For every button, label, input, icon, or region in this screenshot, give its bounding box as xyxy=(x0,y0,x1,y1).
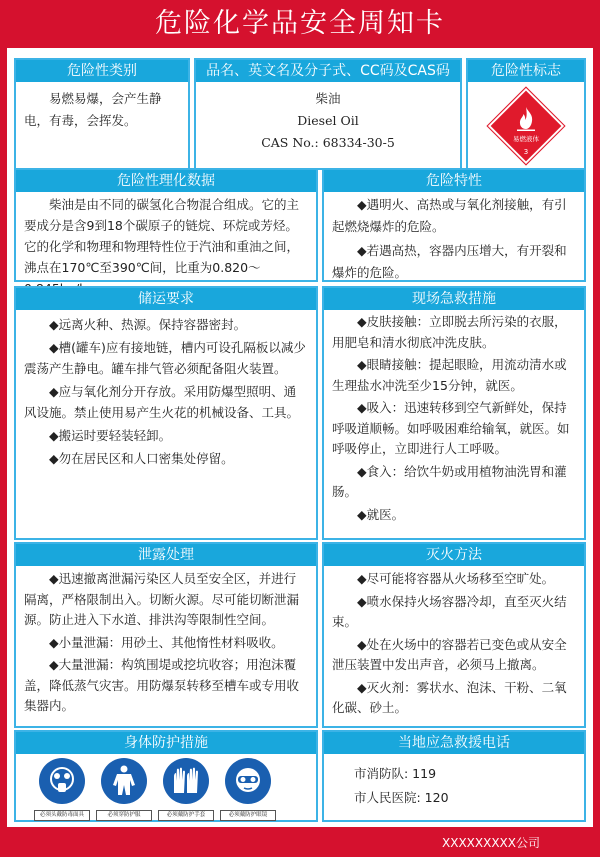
storage-item: ◆勿在居民区和人口密集处停留。 xyxy=(49,451,234,466)
fire-item: ◆处在火场中的容器若已变色或从安全泄压装置中发出声音，必须马上撤离。 xyxy=(332,636,567,672)
hazard-class-heading: 危险性类别 xyxy=(16,60,188,82)
card-footer xyxy=(0,829,600,857)
physchem-heading: 危险性理化数据 xyxy=(16,170,316,192)
ppe-goggles xyxy=(220,758,276,834)
gas-mask-icon xyxy=(44,763,80,799)
hazard-sign-box xyxy=(466,58,586,170)
ppe-box xyxy=(14,730,318,822)
first-aid-item: ◆食入：给饮牛奶或用植物油洗胃和灌肠。 xyxy=(332,463,567,499)
fire-box xyxy=(322,542,586,728)
ppe-gas-mask xyxy=(34,758,90,834)
card-body xyxy=(7,48,593,827)
leak-item: ◆小量泄漏：用砂土、其他惰性材料吸收。 xyxy=(49,634,284,650)
first-aid-item: ◆皮肤接触：立即脱去所污染的衣服，用肥皂和清水彻底冲洗皮肤。 xyxy=(332,314,567,350)
flame-icon xyxy=(514,106,538,132)
product-box xyxy=(194,58,462,170)
hazard-class-box xyxy=(14,58,190,170)
ppe-heading: 身体防护措施 xyxy=(16,732,316,754)
protective-suit-icon xyxy=(106,763,142,799)
gloves-icon xyxy=(168,763,204,799)
flammable-liquid-sign xyxy=(488,88,564,164)
product-name-en: Diesel Oil xyxy=(297,113,359,128)
storage-heading: 储运要求 xyxy=(16,288,316,310)
hazard-sign-label: 易燃液体 xyxy=(513,135,539,143)
hospital-phone: 市人民医院: 120 xyxy=(354,790,449,805)
card-title: 危险化学品安全周知卡 xyxy=(0,0,600,46)
fire-item: ◆喷水保持火场容器冷却，直至灭火结束。 xyxy=(332,593,567,629)
leak-heading: 泄露处理 xyxy=(16,544,316,566)
first-aid-heading: 现场急救措施 xyxy=(324,288,584,310)
hazard-props-heading: 危险特性 xyxy=(324,170,584,192)
storage-box xyxy=(14,286,318,540)
first-aid-item: ◆眼睛接触：提起眼睑，用流动清水或生理盐水冲洗至少15分钟，就医。 xyxy=(332,357,567,393)
fire-heading: 灭火方法 xyxy=(324,544,584,566)
ppe-label: 必须戴防护眼镜 xyxy=(220,810,276,821)
fire-item: ◆尽可能将容器从火场移至空旷处。 xyxy=(357,571,555,586)
hazard-prop-item: ◆若遇高热，容器内压增大，有开裂和爆炸的危险。 xyxy=(332,243,567,280)
ppe-label: 必须头戴防毒面具 xyxy=(34,810,90,821)
goggles-icon xyxy=(230,763,266,799)
storage-item: ◆应与氧化剂分开存放。采用防爆型照明、通风设施。禁止使用易产生火花的机械设备、工具。 xyxy=(24,384,300,420)
storage-item: ◆槽(罐车)应有接地链，槽内可设孔隔板以减少震荡产生静电。罐车排气管必须配备阻火装置。 xyxy=(24,340,306,376)
first-aid-item: ◆就医。 xyxy=(357,506,405,522)
hazard-class-text: 易燃易爆，会产生静电，有毒，会挥发。 xyxy=(24,91,162,128)
ppe-protective-suit xyxy=(96,758,152,834)
emergency-heading: 当地应急救援电话 xyxy=(324,732,584,754)
physchem-text: 柴油是由不同的碳氢化合物混合组成。它的主要成分是含9到18个碳原子的链烷、环烷或芳烃。它的化学和物理和物理特性位于汽油和重油之间，沸点在170℃至390℃间，比重为0.820～ xyxy=(24,197,300,275)
storage-item: ◆搬运时要轻装轻卸。 xyxy=(49,428,172,443)
fire-item: ◆灭火剂：雾状水、泡沫、干粉、二氧化碳、砂土。 xyxy=(332,679,567,715)
leak-box xyxy=(14,542,318,728)
ppe-label: 必须戴防护手套 xyxy=(158,810,214,821)
storage-item: ◆远离火种、热源。保持容器密封。 xyxy=(49,317,247,332)
first-aid-item: ◆吸入：迅速转移到空气新鲜处，保持呼吸道顺畅。如呼吸困难给输氧，就医。如呼吸停止，立即进行人工呼吸。 xyxy=(332,400,570,456)
fire-brigade-phone: 市消防队: 119 xyxy=(354,766,437,781)
ppe-label: 必须穿防护服 xyxy=(96,810,152,821)
leak-item: ◆迅速撤离泄漏污染区人员至安全区，并进行隔离，严格限制出入。切断火源。尽可能切断泄漏源。防止进入下水道、排洪沟等限制性空间。 xyxy=(24,571,300,627)
hazard-prop-item: ◆遇明火、高热或与氧化剂接触，有引起燃烧爆炸的危险。 xyxy=(332,197,567,234)
product-heading: 品名、英文名及分子式、CC码及CAS码 xyxy=(196,60,460,82)
hazard-sign-heading: 危险性标志 xyxy=(468,60,584,82)
emergency-box xyxy=(322,730,586,822)
leak-item: ◆大量泄漏：构筑围堤或挖坑收容；用泡沫覆盖，降低蒸气灾害。用防爆泵转移至槽车或专用收集器内。 xyxy=(24,657,300,713)
hazard-class-number: 3 xyxy=(523,148,529,156)
product-cas: CAS No.: 68334-30-5 xyxy=(261,135,395,150)
product-name-cn: 柴油 xyxy=(315,91,341,106)
company-name: XXXXXXXXX公司 xyxy=(442,836,540,850)
ppe-gloves xyxy=(158,758,214,834)
first-aid-box xyxy=(322,286,586,540)
hazard-props-box xyxy=(322,168,586,282)
physchem-box xyxy=(14,168,318,282)
